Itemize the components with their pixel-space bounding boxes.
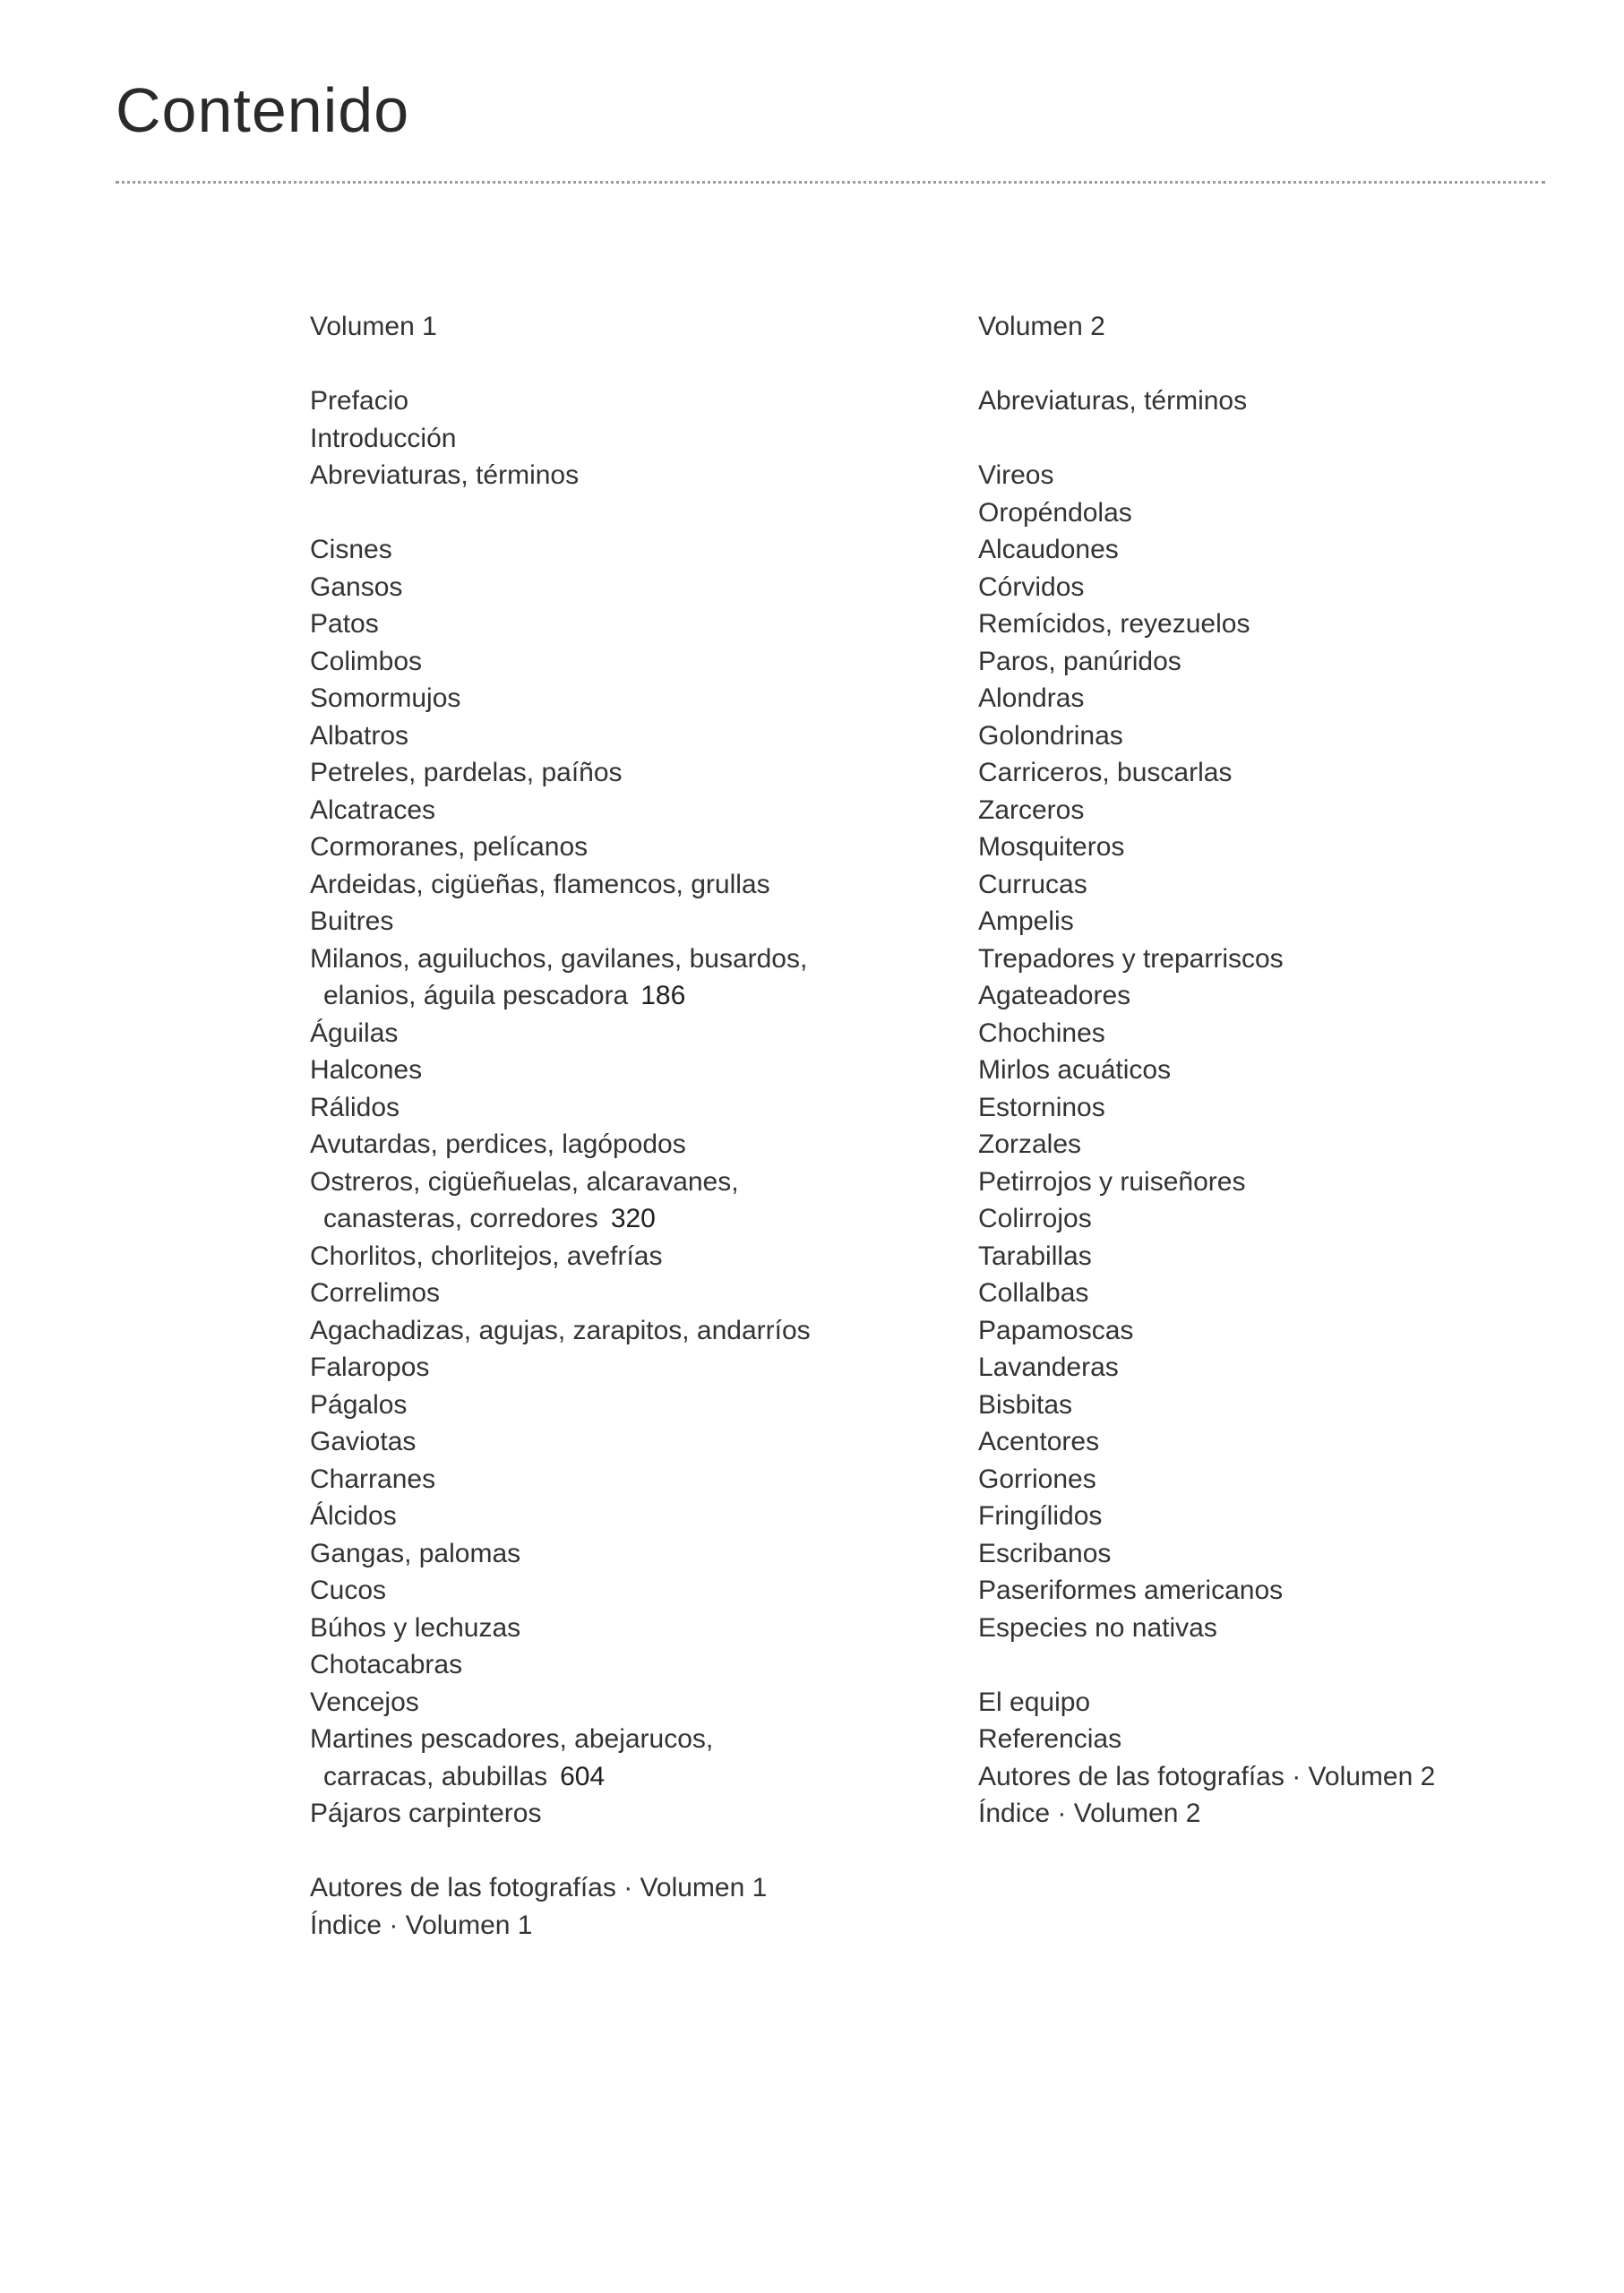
toc-entry-label: Correlimos (310, 1278, 441, 1308)
toc-entry[interactable] (310, 1721, 991, 1795)
toc-entry[interactable] (978, 531, 1596, 569)
toc-entry-label: Patos (310, 609, 379, 639)
toc-entry-label: Abreviaturas, términos (310, 460, 580, 490)
toc-entry-label: Gorriones (978, 1464, 1096, 1494)
toc-entry-label: Gansos (310, 571, 403, 602)
toc-entry-label: Agateadores (978, 981, 1131, 1010)
toc-entry-label: Ardeidas, cigüeñas, flamencos, grullas (310, 869, 770, 899)
toc-entry[interactable] (978, 1758, 1596, 1796)
toc-entry[interactable] (310, 1610, 991, 1647)
toc-entry-label: Charranes (310, 1464, 436, 1494)
toc-entry[interactable] (978, 1795, 1596, 1833)
toc-entry-label: Currucas (978, 869, 1087, 899)
toc-entry[interactable] (978, 792, 1596, 829)
toc-entry-label: Zarceros (978, 794, 1085, 825)
toc-entry-page-number: 186 (640, 981, 686, 1010)
toc-entry[interactable] (978, 494, 1596, 532)
toc-entry[interactable] (978, 1535, 1596, 1573)
toc-entry-label: Gaviotas (310, 1427, 417, 1456)
toc-entry-label: Mosquiteros (978, 832, 1125, 862)
toc-entry[interactable] (978, 569, 1596, 606)
toc-entry-page-number: 320 (610, 1204, 656, 1233)
toc-entry-label: Alcatraces (310, 794, 436, 825)
toc-entry[interactable] (310, 457, 991, 494)
toc-entry-label: Escribanos (978, 1538, 1112, 1568)
toc-entry[interactable] (978, 866, 1596, 904)
toc-entry-label: Golondrinas (978, 720, 1123, 751)
toc-entry-label: Agachadizas, agujas, zarapitos, andarríos (310, 1315, 811, 1345)
toc-entry-label: Lavanderas (978, 1353, 1119, 1382)
toc-entry-label: Vireos (978, 460, 1054, 490)
toc-entry[interactable] (310, 1089, 991, 1127)
toc-entry[interactable] (310, 903, 991, 940)
toc-entry[interactable] (310, 1907, 991, 1945)
toc-entry[interactable] (310, 717, 991, 755)
toc-entry[interactable] (310, 680, 991, 717)
toc-entry-label: Zorzales (978, 1129, 1082, 1159)
toc-entry[interactable] (978, 1164, 1596, 1201)
toc-entry-page-number: 604 (560, 1761, 606, 1791)
toc-entry-label: Referencias (978, 1724, 1122, 1754)
volume-heading: Volumen 2 (978, 312, 1105, 341)
toc-entry-label: Vencejos (310, 1687, 419, 1717)
toc-group (978, 1684, 1596, 1833)
toc-entry-label: Ampelis (978, 906, 1074, 936)
toc-entry-label: Autores de las fotografías · Volumen 1 (310, 1873, 768, 1902)
toc-entry-label: Milanos, aguiluchos, gavilanes, busardos, (310, 943, 808, 974)
toc-entry[interactable] (310, 1312, 991, 1350)
toc-entry-label-continuation (310, 1200, 991, 1238)
toc-entry[interactable] (310, 1646, 991, 1684)
toc-entry-label: Petreles, pardelas, paíños (310, 758, 623, 787)
toc-entry[interactable] (310, 420, 991, 458)
toc-entry-label: Paros, panúridos (978, 646, 1181, 676)
toc-entry[interactable] (978, 1126, 1596, 1164)
toc-group (978, 457, 1596, 1646)
toc-column-volume-2 (978, 308, 1596, 1833)
toc-entry[interactable] (978, 457, 1596, 494)
toc-entry[interactable] (310, 940, 991, 1015)
toc-entry[interactable] (978, 1423, 1596, 1461)
toc-entry[interactable] (978, 382, 1596, 420)
toc-entry-label-cont-text: carracas, abubillas (323, 1761, 548, 1791)
toc-entry-label-continuation (310, 977, 991, 1015)
toc-entry[interactable] (978, 1349, 1596, 1387)
toc-entry[interactable] (310, 1423, 991, 1461)
toc-entry-label: El equipo (978, 1687, 1091, 1717)
toc-entry[interactable] (310, 1387, 991, 1424)
toc-entry-label: Paseriformes americanos (978, 1576, 1284, 1605)
toc-entry-label: Gangas, palomas (310, 1538, 521, 1568)
toc-entry-label: Prefacio (310, 386, 409, 416)
toc-entry-label: Petirrojos y ruiseñores (978, 1166, 1246, 1197)
toc-entry[interactable] (978, 1312, 1596, 1350)
toc-entry[interactable] (978, 1200, 1596, 1238)
toc-entry-label: Albatros (310, 720, 409, 751)
toc-entry-label: Colirrojos (978, 1204, 1092, 1233)
toc-entry-label: Mirlos acuáticos (978, 1055, 1172, 1085)
toc-entry-label: Índice · Volumen 1 (310, 1910, 533, 1940)
toc-entry[interactable] (310, 1572, 991, 1610)
toc-entry-label: Martines pescadores, abejarucos, (310, 1724, 714, 1754)
toc-entry[interactable] (310, 1461, 991, 1499)
toc-entry-label: Introducción (310, 423, 457, 453)
toc-entry-label: Rálidos (310, 1092, 400, 1122)
toc-entry[interactable] (310, 1869, 991, 1907)
toc-entry-label: Acentores (978, 1427, 1100, 1456)
toc-entry[interactable] (310, 866, 991, 904)
toc-entry[interactable] (310, 1535, 991, 1573)
toc-entry[interactable] (978, 1610, 1596, 1647)
toc-entry-label: Índice · Volumen 2 (978, 1799, 1201, 1828)
toc-entry-label: Falaropos (310, 1353, 430, 1382)
toc-entry-label: Trepadores y treparriscos (978, 943, 1284, 974)
toc-entry-label: Chorlitos, chorlitejos, avefrías (310, 1241, 663, 1271)
toc-entry[interactable] (310, 382, 991, 420)
toc-entry-label: Córvidos (978, 571, 1085, 602)
toc-entry-label-continuation (310, 1758, 991, 1796)
toc-entry[interactable] (310, 1349, 991, 1387)
toc-entry-label: Alcaudones (978, 535, 1119, 564)
toc-entry-label: Carriceros, buscarlas (978, 758, 1233, 787)
toc-entry-label: Collalbas (978, 1278, 1089, 1308)
toc-entry[interactable] (310, 792, 991, 829)
toc-entry-label-cont-text: canasteras, corredores (323, 1204, 598, 1233)
page-title: Contenido (116, 75, 410, 145)
toc-entry-label: Oropéndolas (978, 497, 1132, 528)
toc-entry-label: Cisnes (310, 535, 392, 564)
toc-entry-label: Águilas (310, 1018, 399, 1048)
toc-entry[interactable] (978, 754, 1596, 792)
toc-groups (310, 382, 991, 1944)
toc-groups (978, 382, 1596, 1833)
toc-entry[interactable] (310, 754, 991, 792)
toc-entry-label: Págalos (310, 1389, 408, 1420)
toc-entry[interactable] (978, 1498, 1596, 1535)
toc-entry-label: Somormujos (310, 683, 461, 713)
toc-entry[interactable] (310, 829, 991, 866)
toc-entry-label: Tarabillas (978, 1241, 1092, 1271)
toc-entry[interactable] (310, 1164, 991, 1238)
toc-entry-label: Papamoscas (978, 1315, 1134, 1345)
toc-entry-label: Pájaros carpinteros (310, 1799, 542, 1828)
toc-entry[interactable] (978, 940, 1596, 978)
toc-entry[interactable] (978, 1275, 1596, 1312)
toc-entry-label: Especies no nativas (978, 1612, 1217, 1643)
toc-entry[interactable] (310, 1684, 991, 1722)
toc-entry[interactable] (310, 643, 991, 681)
toc-entry-label: Bisbitas (978, 1389, 1073, 1420)
toc-entry[interactable] (310, 1238, 991, 1275)
toc-entry-label: Ostreros, cigüeñuelas, alcaravanes, (310, 1166, 739, 1197)
toc-entry[interactable] (978, 1684, 1596, 1722)
toc-entry[interactable] (310, 569, 991, 606)
title-divider (116, 181, 1545, 184)
toc-entry[interactable] (978, 903, 1596, 940)
toc-entry-label: Avutardas, perdices, lagópodos (310, 1129, 686, 1159)
toc-entry-label: Buitres (310, 906, 394, 936)
toc-entry[interactable] (310, 531, 991, 569)
toc-entry[interactable] (978, 1238, 1596, 1275)
toc-entry-label: Alondras (978, 683, 1085, 713)
toc-entry-label-cont-text: elanios, águila pescadora (323, 981, 629, 1010)
toc-entry[interactable] (978, 643, 1596, 681)
toc-entry[interactable] (978, 829, 1596, 866)
toc-entry[interactable] (978, 977, 1596, 1015)
toc-entry[interactable] (978, 1052, 1596, 1089)
toc-entry[interactable] (978, 717, 1596, 755)
toc-entry-label: Álcidos (310, 1501, 397, 1531)
toc-entry-label: Cucos (310, 1576, 387, 1605)
toc-entry[interactable] (978, 1089, 1596, 1127)
toc-entry[interactable] (310, 605, 991, 643)
toc-column-volume-1 (310, 308, 991, 1944)
toc-entry[interactable] (978, 605, 1596, 643)
toc-entry-label: Chotacabras (310, 1650, 463, 1679)
toc-entry-label: Chochines (978, 1018, 1105, 1048)
toc-entry[interactable] (310, 1126, 991, 1164)
toc-entry[interactable] (310, 1052, 991, 1089)
toc-entry-label: Búhos y lechuzas (310, 1612, 521, 1643)
toc-entry-label: Halcones (310, 1055, 423, 1085)
volume-heading: Volumen 1 (310, 312, 437, 341)
toc-entry[interactable] (978, 1015, 1596, 1052)
toc-entry[interactable] (310, 1015, 991, 1052)
toc-entry-label: Estorninos (978, 1092, 1105, 1122)
toc-entry[interactable] (978, 1387, 1596, 1424)
toc-group (978, 382, 1596, 420)
toc-group (310, 531, 991, 1833)
toc-entry[interactable] (978, 680, 1596, 717)
toc-entry-label: Fringílidos (978, 1501, 1103, 1531)
toc-entry-label: Abreviaturas, términos (978, 386, 1248, 416)
toc-entry[interactable] (978, 1572, 1596, 1610)
toc-group (310, 1869, 991, 1944)
toc-entry[interactable] (310, 1275, 991, 1312)
toc-group (310, 382, 991, 494)
toc-entry-label: Colimbos (310, 646, 423, 676)
toc-entry-label: Remícidos, reyezuelos (978, 609, 1250, 639)
toc-entry[interactable] (978, 1461, 1596, 1499)
toc-entry-label: Cormoranes, pelícanos (310, 832, 589, 862)
toc-entry[interactable] (310, 1795, 991, 1833)
toc-entry[interactable] (978, 1721, 1596, 1758)
toc-entry-label: Autores de las fotografías · Volumen 2 (978, 1761, 1436, 1791)
toc-entry[interactable] (310, 1498, 991, 1535)
